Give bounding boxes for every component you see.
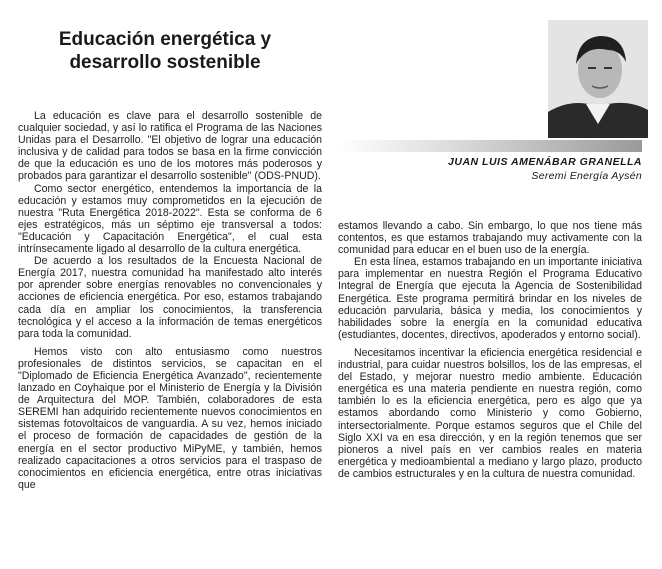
paragraph: De acuerdo a los resultados de la Encuesta Nacional de Energía 2017, nuestra comunidad ha manifestado alto interés por aprender sobre energías renovables no convencionales y acciones de eficiencia energética. Por eso, estamos trabajando cada día en ampliar los conocimientos, la transferencia tecnológica y el acceso a la información de temas energéticos para toda la comunidad. (18, 255, 322, 340)
paragraph: Como sector energético, entendemos la importancia de la educación y estamos muy comprometidos en la ejecución de nuestra "Ruta Energética 2018-2022". Esta se conforma de 6 ejes estratégicos, más un séptimo eje transversal a todos: "Educación y Capacitación Energética", el cual esta intrínsecamente ligado al desarrollo de la cultura energética. (18, 182, 322, 256)
paragraph: Necesitamos incentivar la eficiencia energética residencial e industrial, para cuidar nuestros bolsillos, los de las empresas, el del Estado, y mejorar nuestro medio ambiente. Educación energética es una materia pendiente en nuestra región, como también lo es la eficiencia energética, pero es algo que ya estamos abordando como Ministerio y como Gobierno, intersectorialmente. Porque estamos seguros que el Chile del Siglo XXI va en esa dirección, y en la región tenemos que ser pioneros a nivel país en ver cambios reales en materia energética y medioambiental a mediano y largo plazo, producto de cambios estructurales y en la cultura de nuestra comunidad. (338, 346, 642, 480)
left-column (18, 110, 322, 491)
author-name: JUAN LUIS AMENÁBAR GRANELLA (448, 156, 642, 168)
paragraph: estamos llevando a cabo. Sin embargo, lo que nos tiene más contentos, es que estamos trabajando muy activamente con la comunidad para educar en el buen uso de la energía. (338, 220, 642, 257)
right-column (338, 220, 642, 480)
article-title-line-2: desarrollo sostenible (69, 52, 261, 73)
author-divider-bar (338, 140, 642, 152)
paragraph: En esta línea, estamos trabajando en un importante iniciativa para implementar en nuestra Región el Programa Educativo Integral de Energía que ejecuta la Agencia de Sostenibilidad Energética. Este programa permitirá brindar en los niveles de educación parvularia, básica y media, los conocimientos y habilidades sobre la energía en la comunidad educativa (estudiantes, docentes, directivos, apoderados y entorno social). (338, 256, 642, 341)
paragraph: La educación es clave para el desarrollo sostenible de cualquier sociedad, y así lo ratifica el Programa de las Naciones Unidas para el Desarrollo. "El objetivo de lograr una educación inclusiva y de calidad para todos se basa en la firme convicción de que la educación es uno de los motores más poderosos y probados para garantizar el desarrollo sostenible" (ODS-PNUD). (18, 110, 322, 183)
author-photo (548, 20, 648, 138)
author-role: Seremi Energía Aysén (531, 170, 642, 182)
article-title (0, 28, 330, 74)
paragraph: Hemos visto con alto entusiasmo como nuestros profesionales de distintos servicios, se capacitan en el "Diplomado de Eficiencia Energética Avanzado", recientemente lanzado en Coyhaique por el Ministerio de Energía y la División de Arquitectura del MOP. También, colaboradores de esta SEREMI han adquirido recientemente nuevos conocimientos en sistemas fotovoltaicos de vanguardia. A su vez, hemos iniciado el proceso de formación de capacidades de gestión de la energía en el sector productivo MiPyME, y también, hemos realizado capacitaciones a otros servicios para el traspaso de conocimientos en eficiencia energética, entre otras iniciativas que (18, 345, 322, 491)
author-portrait-icon (548, 20, 648, 138)
article-title-line-1: Educación energética y (58, 29, 272, 50)
